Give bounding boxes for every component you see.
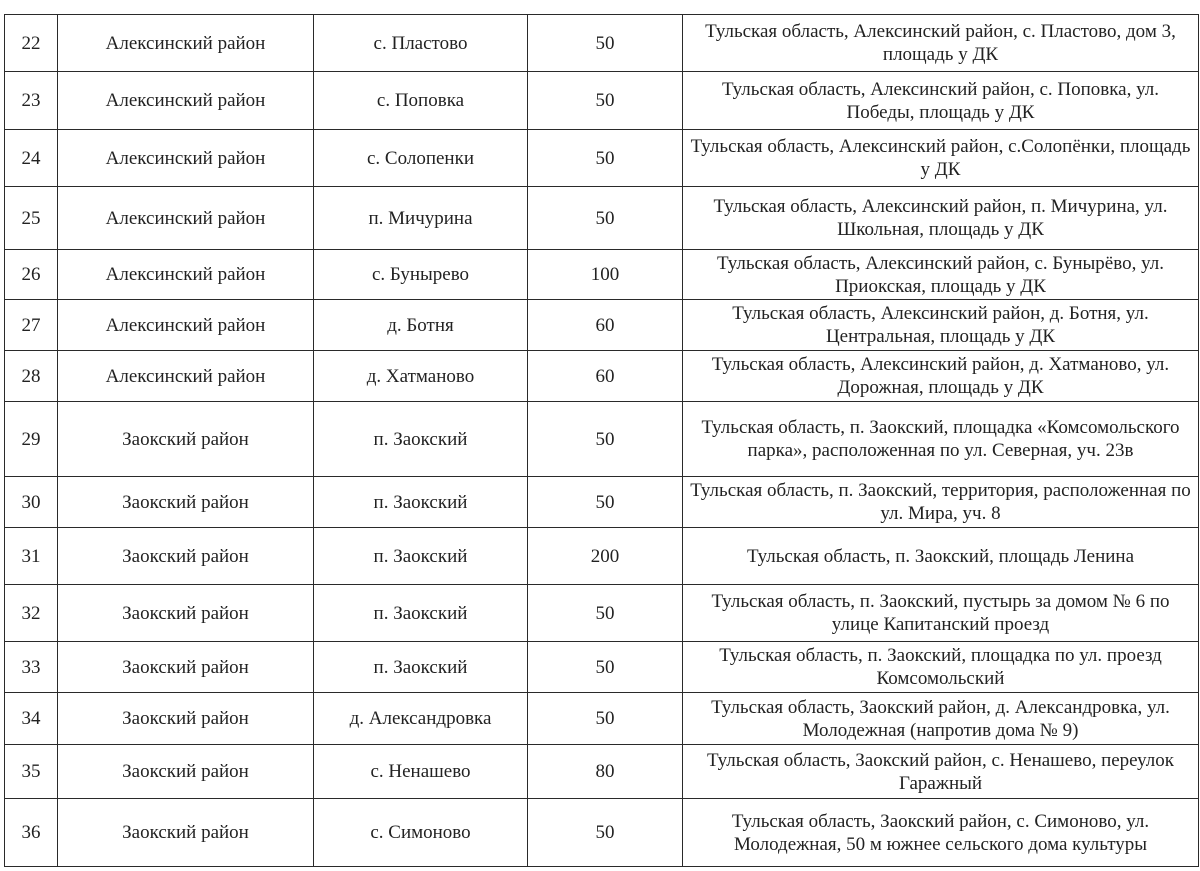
capacity-cell: 50: [528, 585, 683, 642]
district-cell: Заокский район: [58, 402, 314, 477]
district-cell: Заокский район: [58, 693, 314, 745]
district-cell: Заокский район: [58, 528, 314, 585]
locality-cell: с. Поповка: [314, 72, 528, 130]
district-cell: Алексинский район: [58, 300, 314, 351]
district-cell: Заокский район: [58, 477, 314, 528]
capacity-cell: 50: [528, 130, 683, 187]
row-number: 24: [5, 130, 58, 187]
table-row: [5, 799, 1199, 867]
capacity-cell: 200: [528, 528, 683, 585]
address-cell: Тульская область, Заокский район, с. Ненашево, переулок Гаражный: [683, 745, 1199, 799]
locality-cell: д. Хатманово: [314, 351, 528, 402]
capacity-cell: 50: [528, 15, 683, 72]
table-row: [5, 250, 1199, 300]
address-cell: Тульская область, Алексинский район, с.Солопёнки, площадь у ДК: [683, 130, 1199, 187]
locality-cell: с. Ненашево: [314, 745, 528, 799]
table-row: [5, 72, 1199, 130]
capacity-cell: 50: [528, 642, 683, 693]
capacity-cell: 80: [528, 745, 683, 799]
address-cell: Тульская область, п. Заокский, пустырь за домом № 6 по улице Капитанский проезд: [683, 585, 1199, 642]
locality-cell: с. Симоново: [314, 799, 528, 867]
table-row: [5, 15, 1199, 72]
capacity-cell: 60: [528, 351, 683, 402]
row-number: 25: [5, 187, 58, 250]
row-number: 33: [5, 642, 58, 693]
row-number: 36: [5, 799, 58, 867]
address-cell: Тульская область, Алексинский район, с. Бунырёво, ул. Приокская, площадь у ДК: [683, 250, 1199, 300]
table-row: [5, 187, 1199, 250]
locality-cell: с. Бунырево: [314, 250, 528, 300]
capacity-cell: 50: [528, 402, 683, 477]
capacity-cell: 100: [528, 250, 683, 300]
district-cell: Заокский район: [58, 799, 314, 867]
capacity-cell: 50: [528, 187, 683, 250]
locality-cell: д. Александровка: [314, 693, 528, 745]
table-row: [5, 693, 1199, 745]
capacity-cell: 60: [528, 300, 683, 351]
table-row: [5, 745, 1199, 799]
row-number: 27: [5, 300, 58, 351]
locality-cell: с. Солопенки: [314, 130, 528, 187]
table-row: [5, 402, 1199, 477]
table-row: [5, 477, 1199, 528]
address-cell: Тульская область, Алексинский район, д. Хатманово, ул. Дорожная, площадь у ДК: [683, 351, 1199, 402]
table-row: [5, 642, 1199, 693]
district-cell: Алексинский район: [58, 187, 314, 250]
locality-cell: п. Заокский: [314, 477, 528, 528]
locality-cell: с. Пластово: [314, 15, 528, 72]
address-cell: Тульская область, Алексинский район, д. Ботня, ул. Центральная, площадь у ДК: [683, 300, 1199, 351]
district-cell: Алексинский район: [58, 351, 314, 402]
district-cell: Алексинский район: [58, 72, 314, 130]
address-cell: Тульская область, Заокский район, с. Симоново, ул. Молодежная, 50 м южнее сельского дома культуры: [683, 799, 1199, 867]
district-cell: Заокский район: [58, 585, 314, 642]
address-cell: Тульская область, Алексинский район, п. Мичурина, ул. Школьная, площадь у ДК: [683, 187, 1199, 250]
locality-cell: п. Заокский: [314, 528, 528, 585]
district-cell: Алексинский район: [58, 250, 314, 300]
capacity-cell: 50: [528, 477, 683, 528]
table-row: [5, 130, 1199, 187]
district-cell: Заокский район: [58, 745, 314, 799]
row-number: 32: [5, 585, 58, 642]
table-row: [5, 585, 1199, 642]
row-number: 28: [5, 351, 58, 402]
district-cell: Заокский район: [58, 642, 314, 693]
locations-table: [4, 14, 1199, 867]
table-row: [5, 300, 1199, 351]
table-row: [5, 351, 1199, 402]
locality-cell: п. Заокский: [314, 585, 528, 642]
address-cell: Тульская область, п. Заокский, территория, расположенная по ул. Мира, уч. 8: [683, 477, 1199, 528]
locality-cell: д. Ботня: [314, 300, 528, 351]
capacity-cell: 50: [528, 799, 683, 867]
address-cell: Тульская область, п. Заокский, площадь Ленина: [683, 528, 1199, 585]
address-cell: Тульская область, п. Заокский, площадка «Комсомольского парка», расположенная по ул. Северная, уч. 23в: [683, 402, 1199, 477]
table-body: [5, 15, 1199, 867]
address-cell: Тульская область, п. Заокский, площадка по ул. проезд Комсомольский: [683, 642, 1199, 693]
table-row: [5, 528, 1199, 585]
district-cell: Алексинский район: [58, 15, 314, 72]
row-number: 35: [5, 745, 58, 799]
row-number: 30: [5, 477, 58, 528]
locality-cell: п. Заокский: [314, 402, 528, 477]
row-number: 26: [5, 250, 58, 300]
district-cell: Алексинский район: [58, 130, 314, 187]
row-number: 34: [5, 693, 58, 745]
row-number: 29: [5, 402, 58, 477]
row-number: 22: [5, 15, 58, 72]
capacity-cell: 50: [528, 693, 683, 745]
row-number: 23: [5, 72, 58, 130]
locality-cell: п. Мичурина: [314, 187, 528, 250]
address-cell: Тульская область, Заокский район, д. Александровка, ул. Молодежная (напротив дома № 9): [683, 693, 1199, 745]
row-number: 31: [5, 528, 58, 585]
address-cell: Тульская область, Алексинский район, с. Поповка, ул. Победы, площадь у ДК: [683, 72, 1199, 130]
address-cell: Тульская область, Алексинский район, с. Пластово, дом 3, площадь у ДК: [683, 15, 1199, 72]
locality-cell: п. Заокский: [314, 642, 528, 693]
capacity-cell: 50: [528, 72, 683, 130]
